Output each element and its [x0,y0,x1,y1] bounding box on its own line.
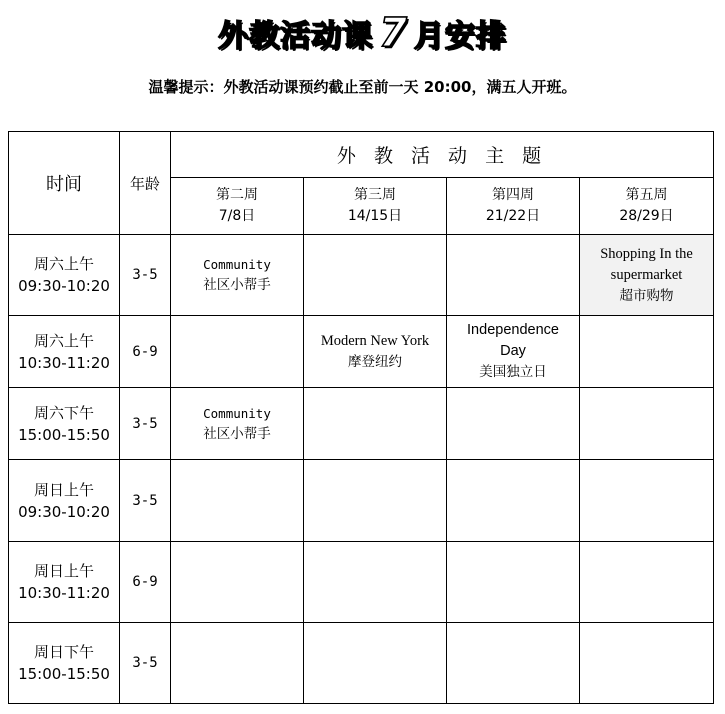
empty-cell [171,623,304,704]
empty-cell [447,235,580,316]
time-slot [9,235,120,316]
week-header [580,178,714,235]
table-row [9,316,714,388]
activity-en: Shopping In the [600,245,693,262]
empty-cell [580,623,714,704]
title-right: 月安排 [413,19,507,54]
activity-en: Independence [467,322,559,338]
schedule-table [8,131,714,704]
slot-time: 09:30-10:20 [18,277,110,295]
week-label: 第三周 [354,187,396,203]
table-row [9,235,714,316]
week-dates: 14/15日 [347,208,403,224]
activity-en: Modern New York [320,332,430,349]
slot-day: 周日下午 [33,643,94,661]
empty-cell [447,623,580,704]
activity-en: supermarket [610,266,683,283]
table-row [9,388,714,460]
header-theme: 外 教 活 动 主 题 [171,132,714,178]
activity-zh: 超市购物 [619,287,674,304]
age-range: 3-5 [120,623,171,704]
empty-cell [447,542,580,623]
slot-day: 周六上午 [33,255,94,273]
empty-cell [447,460,580,542]
time-slot [9,623,120,704]
time-slot [9,316,120,388]
week-header [171,178,304,235]
age-range: 3-5 [120,388,171,460]
header-age: 年龄 [120,132,171,235]
slot-time: 10:30-11:20 [18,353,110,372]
empty-cell [171,460,304,542]
activity-cell [171,235,304,316]
slot-time: 10:30-11:20 [18,584,110,602]
page-title [0,10,725,56]
empty-cell [171,542,304,623]
table-row [9,460,714,542]
slot-day: 周六上午 [33,331,94,350]
activity-cell [171,388,304,460]
activity-zh: 社区小帮手 [203,277,271,293]
empty-cell [580,316,714,388]
time-slot [9,542,120,623]
empty-cell [580,388,714,460]
week-header [447,178,580,235]
booking-notice: 温馨提示：外教活动课预约截止至前一天 20:00，满五人开班。 [148,78,577,96]
empty-cell [304,460,447,542]
empty-cell [171,316,304,388]
empty-cell [304,388,447,460]
slot-day: 周六下午 [33,403,94,422]
age-range: 3-5 [120,460,171,542]
week-label: 第五周 [625,187,668,203]
slot-time: 09:30-10:20 [18,502,110,521]
time-slot [9,460,120,542]
empty-cell [304,623,447,704]
activity-zh: 社区小帮手 [203,425,271,442]
week-dates: 7/8日 [218,208,256,224]
age-range: 6-9 [120,316,171,388]
activity-zh: 美国独立日 [479,364,547,380]
empty-cell [580,460,714,542]
slot-day: 周日上午 [33,562,94,580]
activity-cell [447,316,580,388]
empty-cell [304,235,447,316]
table-row [9,542,714,623]
title-left: 外教活动课 [218,19,374,54]
activity-zh: 摩登纽约 [348,353,402,370]
activity-cell [580,235,714,316]
slot-time: 15:00-15:50 [18,425,110,444]
empty-cell [447,388,580,460]
header-time: 时间 [9,132,120,235]
empty-cell [580,542,714,623]
week-dates: 21/22日 [485,208,541,224]
slot-time: 15:00-15:50 [18,665,110,683]
activity-en: Community [203,257,271,272]
activity-en: Day [500,343,526,359]
activity-en: Community [203,405,271,421]
week-label: 第二周 [216,187,258,203]
time-slot [9,388,120,460]
week-header [304,178,447,235]
table-row [9,623,714,704]
activity-cell [304,316,447,388]
title-month-number: 7 [379,10,408,56]
age-range: 3-5 [120,235,171,316]
empty-cell [304,542,447,623]
week-label: 第四周 [492,187,534,203]
age-range: 6-9 [120,542,171,623]
week-dates: 28/29日 [619,208,674,224]
slot-day: 周日上午 [33,480,94,499]
